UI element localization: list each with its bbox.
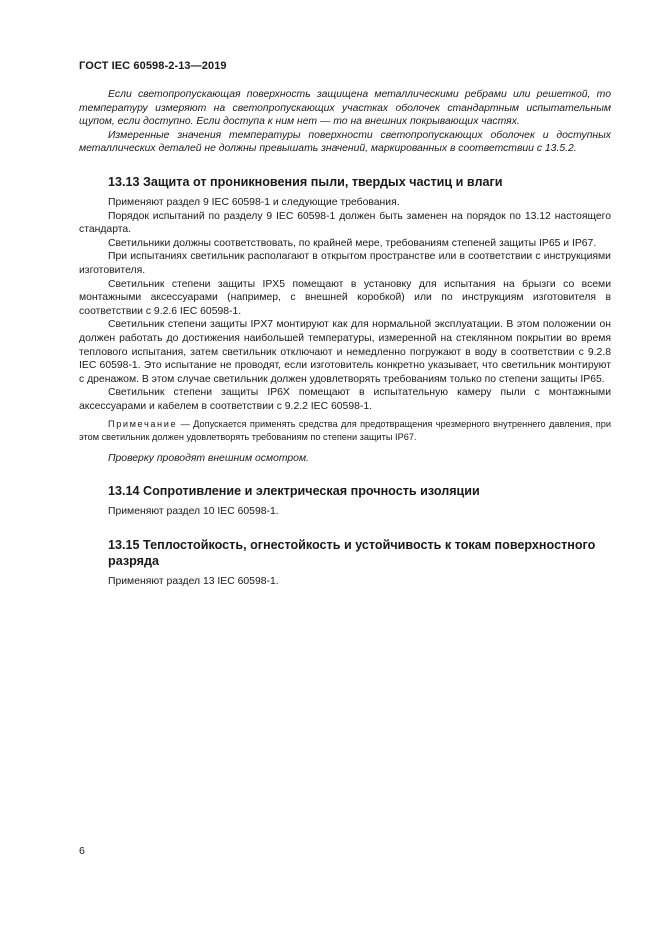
paragraph: Применяют раздел 10 IEC 60598-1. bbox=[108, 506, 279, 518]
paragraph: Светильники должны соответствовать, по крайней мере, требованиям степеней защиты IP65 и IP67. bbox=[108, 237, 597, 249]
note-text: — Допускается применять средства для предотвращения чрезмерного внутреннего давления, при этом светильник должен удовлетворять требованиям по степени защиты IP67. bbox=[79, 419, 611, 443]
intro-paragraph: Если светопропускающая поверхность защищена металлическими ребрами или решеткой, то температуру измеряют на светопропускающих участках оболочек стандартным испытательным щупом, если доступно. Если доступа к ним нет — то на внешних покрывающих частях. bbox=[79, 89, 611, 128]
paragraph: Применяют раздел 9 IEC 60598-1 и следующие требования. bbox=[108, 196, 400, 208]
paragraph: Светильник степени защиты IPX7 монтируют как для нормальной эксплуатации. В этом положении он должен работать до достижения наибольшей температуры, измеренной на стеклянном покрытии во время теплового испытания, затем светильник отключают и немедленно погружают в воду в соответствии с 9.2.8 IEC 60598-1. Это испытание не проводят, если изготовитель конкретно указывает, что светильник монтируют с дренажом. В этом случае светильник должен удовлетворять требованиям только по степени защиты IP65. bbox=[79, 319, 611, 385]
paragraph: Светильник степени защиты IPX5 помещают в установку для испытания на брызги со всеми монтажными аксессуарами (например, с внешней коробкой) или по инструкциям изготовителя в соответствии с 9.2.6 IEC 60598-1. bbox=[79, 278, 611, 317]
paragraph: При испытаниях светильник располагают в открытом пространстве или в соответствии с инструкциями изготовителя. bbox=[79, 251, 611, 276]
note-label: Примечание bbox=[108, 419, 178, 430]
check-statement: Проверку проводят внешним осмотром. bbox=[108, 452, 309, 464]
intro-paragraph: Измеренные значения температуры поверхности светопропускающих оболочек и доступных металлических деталей не должны превышать значений, маркированных в соответствии с 13.5.2. bbox=[79, 129, 611, 155]
section-heading-13-15: 13.15 Теплостойкость, огнестойкость и устойчивость к токам поверхностного разряда bbox=[108, 537, 596, 568]
section-heading-13-14: 13.14 Сопротивление и электрическая прочность изоляции bbox=[108, 484, 480, 499]
section-heading-13-13: 13.13 Защита от проникновения пыли, твердых частиц и влаги bbox=[108, 174, 503, 189]
note bbox=[79, 418, 611, 443]
paragraph: Порядок испытаний по разделу 9 IEC 60598-1 должен быть заменен на порядок по 13.12 настоящего стандарта. bbox=[79, 210, 611, 236]
page-body bbox=[79, 88, 611, 588]
paragraph: Светильник степени защиты IP6X помещают в испытательную камеру пыли с монтажными аксессуарами и кабелем в соответствии с 9.2.2 IEC 60598-1. bbox=[79, 387, 611, 412]
paragraph: Применяют раздел 13 IEC 60598-1. bbox=[108, 575, 279, 587]
document-header: ГОСТ IEC 60598-2-13—2019 bbox=[79, 60, 227, 72]
page-number: 6 bbox=[79, 845, 85, 857]
